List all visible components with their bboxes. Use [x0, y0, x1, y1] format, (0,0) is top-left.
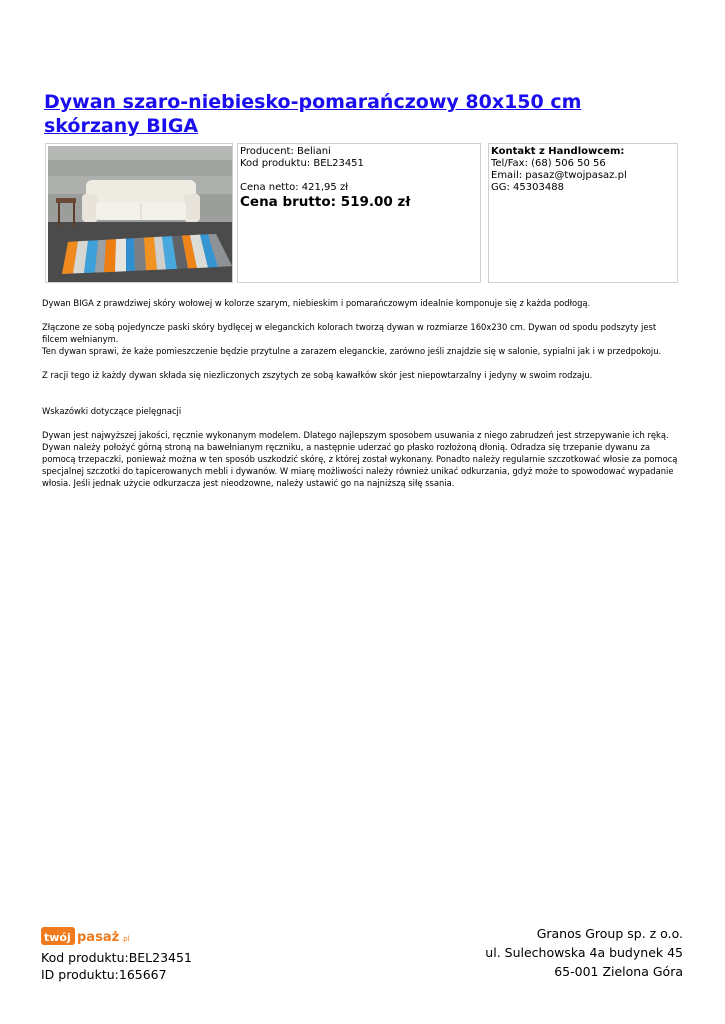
product-image-cell [45, 143, 233, 283]
footer-product-id: ID produktu:165667 [41, 967, 167, 982]
contact-phone: Tel/Fax: (68) 506 50 56 [491, 158, 606, 169]
product-image [48, 146, 232, 282]
description-paragraph-2a: Złączone ze sobą pojedyncze paski skóry bydlęcej w eleganckich kolorach tworzą dywan w rozmiarze 160x230 cm. Dywan od spodu podszyty jest filcem wełnianym. [42, 322, 657, 344]
company-address [485, 924, 683, 981]
logo-twoj-text: twój [44, 931, 71, 944]
care-heading: Wskazówki dotyczące pielęgnacji [42, 406, 182, 416]
logo-pasaz-text: pasaż [77, 930, 120, 945]
footer-product-code: Kod produktu:BEL23451 [41, 950, 192, 965]
contact-cell [488, 143, 678, 283]
company-name: Granos Group sp. z o.o. [536, 926, 683, 941]
product-details-cell [237, 143, 481, 283]
spacer [240, 170, 478, 182]
company-street: ul. Sulechowska 4a budynek 45 [485, 945, 683, 960]
contact-heading: Kontakt z Handlowcem: [491, 146, 625, 157]
company-city: 65-001 Zielona Góra [554, 964, 683, 979]
price-net-text: Cena netto: 421,95 zł [240, 182, 349, 193]
description-paragraph-3: Z racji tego iż każdy dywan składa się niezliczonych zszytych ze sobą kawałków skór jest niepowtarzalny i jedyny w swoim rodzaju. [42, 370, 593, 380]
product-code-text: Kod produktu: BEL23451 [240, 158, 364, 169]
description-paragraph-1: Dywan BIGA z prawdziwej skóry wołowej w kolorze szarym, niebieskim i pomarańczowym idealnie komponuje się z każda podłogą. [42, 298, 591, 308]
contact-gg: GG: 45303488 [491, 182, 564, 193]
price-gross-text: Cena brutto: 519.00 zł [240, 194, 411, 210]
product-title-link[interactable]: Dywan szaro-niebiesko-pomarańczowy 80x150 cm skórzany BIGA [44, 91, 582, 137]
care-instructions: Dywan jest najwyższej jakości, ręcznie wykonanym modelem. Dlatego najlepszym sposobem usuwania z niego zabrudzeń jest strzepywanie ich ręką. Dywan należy położyć górną stroną na bawełnianym ręczniku, a następnie uderzać go płasko rozłożoną dłonią. Odradza się trzepanie dywanu za pomocą trzepaczki, ponieważ można w ten sposób uszkodzić skórę, z której został wykonany. Ponadto należy regularnie szczotkować włosie za pomocą specjalnej szczotki do tapicerowanych mebli i dywanów. W miarę możliwości należy również unikać odkurzania, gdyż może to spowodować wypadanie włosia. Jeśli jednak użycie odkurzacza jest nieodzowne, należy ustawić go na najniższą siłę ssania. [42, 430, 678, 488]
producer-text: Producent: Beliani [240, 146, 331, 157]
footer-left [41, 925, 192, 983]
product-description [42, 297, 682, 489]
twojpasaz-logo [41, 925, 136, 947]
product-info-table [45, 143, 678, 283]
contact-email: Email: pasaz@twojpasaz.pl [491, 170, 627, 181]
logo-pl-text: .pl [121, 935, 130, 943]
description-paragraph-2b: Ten dywan sprawi, że każe pomieszczenie będzie przytulne a zarazem eleganckie, zarówno jeśli znajdzie się w salonie, sypialni jak i w przedpokoju. [42, 346, 662, 356]
